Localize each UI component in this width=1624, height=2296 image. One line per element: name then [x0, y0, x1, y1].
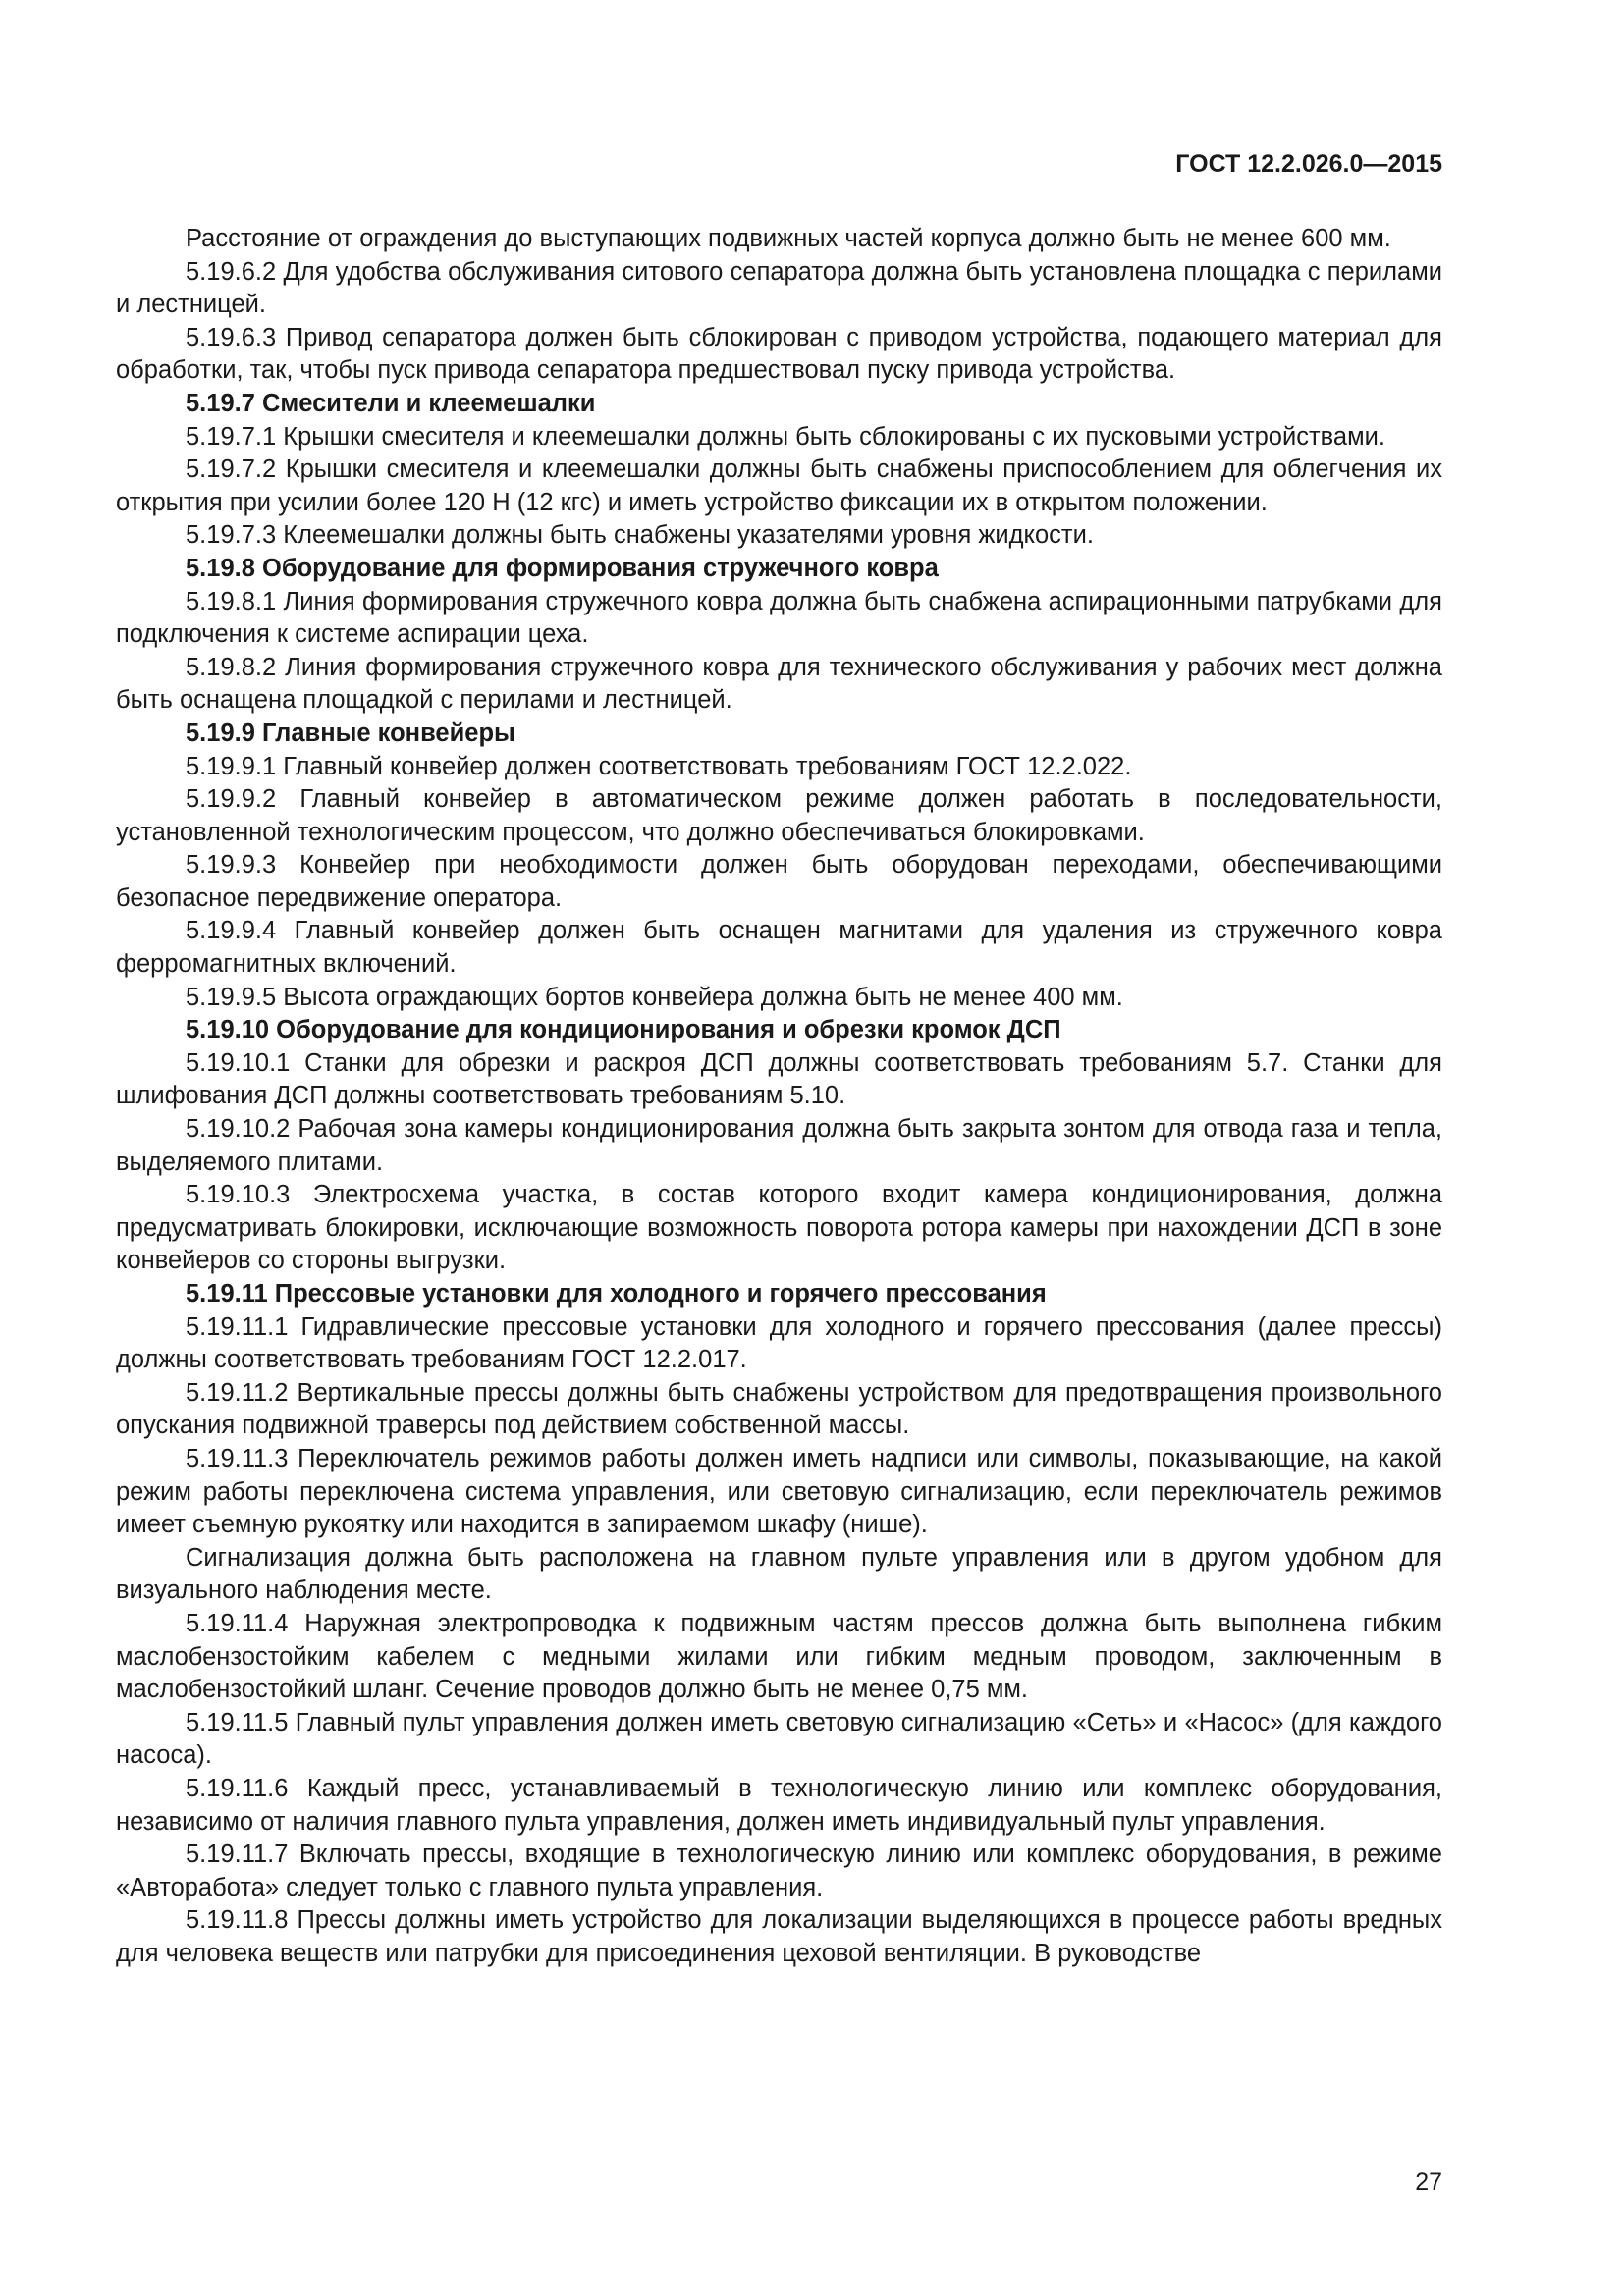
body-paragraph: 5.19.7.2 Крышки смесителя и клеемешалки должны быть снабжены приспособлением для облегчения их открытия при усилии более 120 Н (12 кгс) и иметь устройство фиксации их в открытом положении.	[116, 455, 1442, 516]
document-body	[116, 223, 1442, 1970]
section-heading: 5.19.11 Прессовые установки для холодного и горячего прессования	[186, 1280, 1047, 1308]
page-number: 27	[1415, 2168, 1442, 2196]
body-paragraph: 5.19.9.1 Главный конвейер должен соответствовать требованиям ГОСТ 12.2.022.	[186, 752, 1132, 780]
document-code-header: ГОСТ 12.2.026.0—2015	[1175, 150, 1442, 178]
section-heading: 5.19.8 Оборудование для формирования стружечного ковра	[186, 554, 939, 582]
section-heading: 5.19.7 Смесители и клеемешалки	[186, 389, 596, 417]
section-heading: 5.19.10 Оборудование для кондиционирования и обрезки кромок ДСП	[186, 1016, 1061, 1044]
section-heading: 5.19.9 Главные конвейеры	[186, 719, 515, 747]
body-paragraph: 5.19.11.2 Вертикальные прессы должны быть снабжены устройством для предотвращения произвольного опускания подвижной траверсы под действием собственной массы.	[116, 1378, 1442, 1440]
body-paragraph: Сигнализация должна быть расположена на главном пульте управления или в другом удобном для визуального наблюдения месте.	[116, 1543, 1442, 1605]
body-paragraph: 5.19.10.3 Электросхема участка, в состав которого входит камера кондиционирования, должна предусматривать блокировки, исключающие возможность поворота ротора камеры при нахождении ДСП в зоне конвейеров со стороны выгрузки.	[116, 1181, 1442, 1275]
body-paragraph: 5.19.11.1 Гидравлические прессовые установки для холодного и горячего прессования (далее прессы) должны соответствовать требованиям ГОСТ 12.2.017.	[116, 1312, 1442, 1374]
body-paragraph: 5.19.11.5 Главный пульт управления должен иметь световую сигнализацию «Сеть» и «Насос» (для каждого насоса).	[116, 1708, 1442, 1770]
body-paragraph: 5.19.11.3 Переключатель режимов работы должен иметь надписи или символы, показывающие, на какой режим работы переключена система управления, или световую сигнализацию, если переключатель режимов имеет съемную рукоятку или находится в запираемом шкафу (нише).	[116, 1444, 1442, 1539]
body-paragraph: 5.19.11.6 Каждый пресс, устанавливаемый в технологическую линию или комплекс оборудования, независимо от наличия главного пульта управления, должен иметь индивидуальный пульт управления.	[116, 1774, 1442, 1836]
body-paragraph: 5.19.9.5 Высота ограждающих бортов конвейера должна быть не менее 400 мм.	[186, 983, 1123, 1011]
body-paragraph: 5.19.6.2 Для удобства обслуживания ситового сепаратора должна быть установлена площадка с перилами и лестницей.	[116, 257, 1442, 319]
body-paragraph: 5.19.11.7 Включать прессы, входящие в технологическую линию или комплекс оборудования, в режиме «Авторабота» следует только с главного пульта управления.	[116, 1841, 1442, 1901]
body-paragraph: 5.19.11.8 Прессы должны иметь устройство для локализации выделяющихся в процессе работы вредных для человека веществ или патрубки для присоединения цеховой вентиляции. В руководстве	[116, 1906, 1442, 1967]
body-paragraph: 5.19.8.1 Линия формирования стружечного ковра должна быть снабжена аспирационными патрубками для подключения к системе аспирации цеха.	[116, 587, 1442, 649]
body-paragraph: 5.19.7.3 Клеемешалки должны быть снабжены указателями уровня жидкости.	[186, 521, 1094, 550]
body-paragraph: 5.19.9.3 Конвейер при необходимости должен быть оборудован переходами, обеспечивающими безопасное передвижение оператора.	[116, 851, 1442, 912]
body-paragraph: 5.19.6.3 Привод сепаратора должен быть сблокирован с приводом устройства, подающего материал для обработки, так, чтобы пуск привода сепаратора предшествовал пуску привода устройства.	[116, 323, 1442, 385]
body-paragraph: 5.19.9.4 Главный конвейер должен быть оснащен магнитами для удаления из стружечного ковра ферромагнитных включений.	[116, 917, 1442, 979]
body-paragraph: 5.19.8.2 Линия формирования стружечного ковра для технического обслуживания у рабочих мест должна быть оснащена площадкой с перилами и лестницей.	[116, 653, 1442, 715]
body-paragraph: 5.19.10.1 Станки для обрезки и раскроя ДСП должны соответствовать требованиям 5.7. Станки для шлифования ДСП должны соответствовать требованиям 5.10.	[116, 1048, 1442, 1110]
body-paragraph: 5.19.9.2 Главный конвейер в автоматическом режиме должен работать в последовательности, установленной технологическим процессом, что должно обеспечиваться блокировками.	[116, 785, 1442, 846]
body-paragraph: 5.19.11.4 Наружная электропроводка к подвижным частям прессов должна быть выполнена гибким маслобензостойким кабелем с медными жилами или гибким медным проводом, заключенным в маслобензостойкий шланг. Сечение проводов должно быть не менее 0,75 мм.	[116, 1609, 1442, 1704]
body-paragraph: 5.19.10.2 Рабочая зона камеры кондиционирования должна быть закрыта зонтом для отвода газа и тепла, выделяемого плитами.	[116, 1115, 1442, 1176]
body-paragraph: Расстояние от ограждения до выступающих подвижных частей корпуса должно быть не менее 600 мм.	[186, 225, 1391, 252]
body-paragraph: 5.19.7.1 Крышки смесителя и клеемешалки должны быть сблокированы с их пусковыми устройствами.	[186, 422, 1385, 451]
